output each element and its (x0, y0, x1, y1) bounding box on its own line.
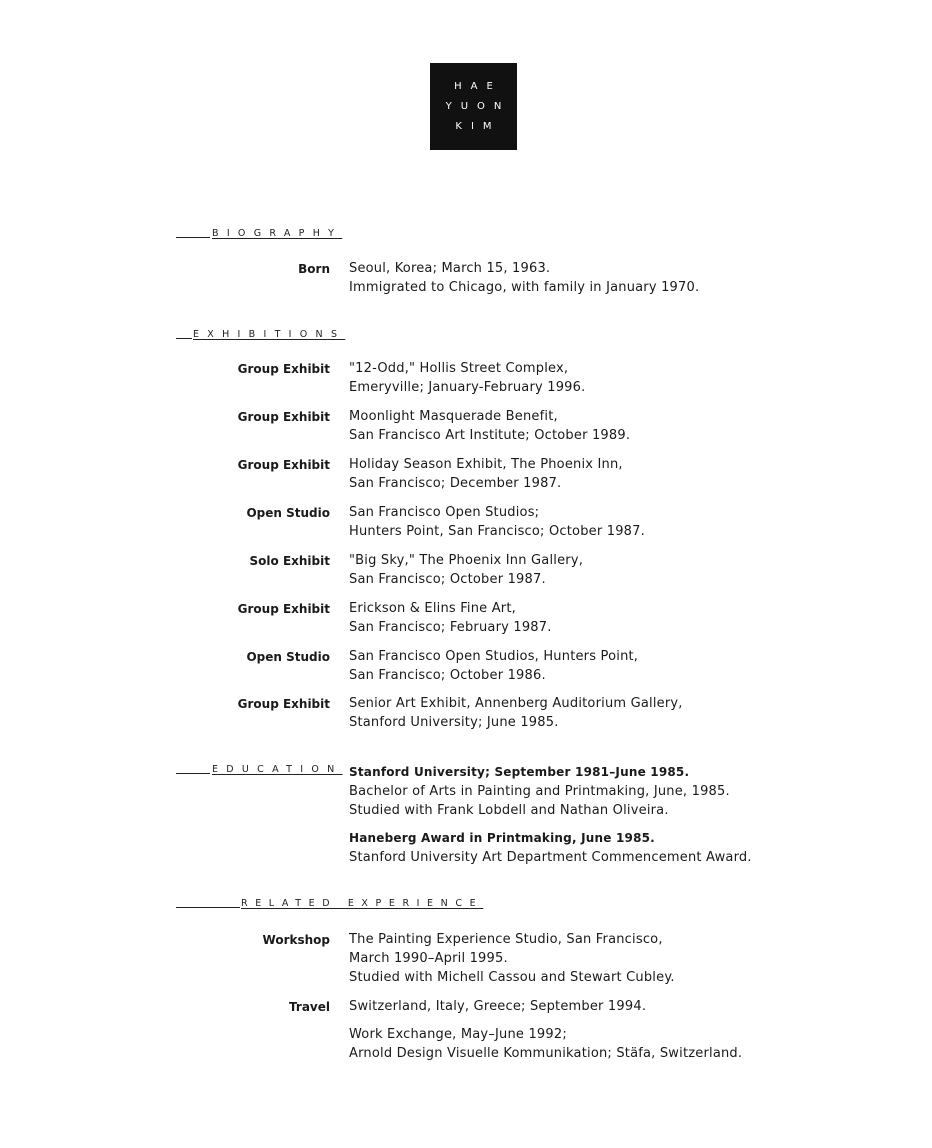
text-line: Stanford University; June 1985. (349, 715, 559, 730)
logo-line-1: HAE (454, 80, 502, 92)
text-line: Erickson & Elins Fine Art, (349, 601, 516, 616)
heading-rule (176, 773, 210, 774)
exhibition-text (349, 599, 552, 637)
logo-line-3: KIM (455, 120, 501, 132)
exhibition-text (349, 359, 585, 397)
travel-text (349, 997, 646, 1016)
work-exchange-text (349, 1025, 742, 1063)
workshop-text (349, 930, 675, 987)
exhibition-label: Group Exhibit (237, 458, 330, 472)
travel-label: Travel (289, 1000, 330, 1014)
born-text (349, 259, 699, 297)
exhibition-text (349, 694, 683, 732)
education-block-stanford (349, 763, 730, 820)
text-line: Seoul, Korea; March 15, 1963. (349, 261, 551, 276)
text-line: Arnold Design Visuelle Kommunikation; Stäfa, Switzerland. (349, 1046, 743, 1061)
text-line: San Francisco Open Studios, Hunters Point, (349, 649, 639, 664)
text-line: Work Exchange, May–June 1992; (349, 1027, 567, 1042)
text-line: "12-Odd," Hollis Street Complex, (349, 361, 569, 376)
exhibition-text (349, 455, 623, 493)
section-heading-exhibitions: EXHIBITIONS (193, 329, 346, 340)
education-block-award (349, 829, 752, 867)
education-title: Stanford University; September 1981–June 1985. (349, 765, 690, 779)
exhibition-label: Open Studio (246, 650, 330, 664)
text-line: Switzerland, Italy, Greece; September 1994. (349, 999, 647, 1014)
text-line: San Francisco; February 1987. (349, 620, 552, 635)
text-line: San Francisco Art Institute; October 1989. (349, 428, 631, 443)
text-line: Emeryville; January-February 1996. (349, 380, 586, 395)
section-heading-biography: BIOGRAPHY (212, 228, 343, 239)
heading-rule (176, 907, 240, 908)
exhibition-label: Group Exhibit (237, 362, 330, 376)
text-line: San Francisco; October 1987. (349, 572, 546, 587)
text-line: San Francisco Open Studios; (349, 505, 540, 520)
exhibition-label: Group Exhibit (237, 410, 330, 424)
text-line: "Big Sky," The Phoenix Inn Gallery, (349, 553, 584, 568)
text-line: Senior Art Exhibit, Annenberg Auditorium Gallery, (349, 696, 683, 711)
born-label: Born (298, 262, 330, 276)
section-heading-related-experience: RELATED EXPERIENCE (241, 898, 484, 909)
exhibition-text (349, 551, 583, 589)
section-heading-education: EDUCATION (212, 764, 343, 775)
exhibition-label: Open Studio (246, 506, 330, 520)
exhibition-label: Group Exhibit (237, 602, 330, 616)
exhibition-text (349, 647, 638, 685)
text-line: Hunters Point, San Francisco; October 1987. (349, 524, 645, 539)
text-line: Holiday Season Exhibit, The Phoenix Inn, (349, 457, 623, 472)
text-line: San Francisco; December 1987. (349, 476, 562, 491)
exhibition-text (349, 407, 630, 445)
exhibition-label: Solo Exhibit (249, 554, 330, 568)
text-line: The Painting Experience Studio, San Francisco, (349, 932, 663, 947)
education-title: Haneberg Award in Printmaking, June 1985. (349, 831, 655, 845)
text-line: Stanford University Art Department Commencement Award. (349, 850, 752, 865)
text-line: Studied with Frank Lobdell and Nathan Oliveira. (349, 803, 669, 818)
text-line: San Francisco; October 1986. (349, 668, 546, 683)
text-line: Studied with Michell Cassou and Stewart Cubley. (349, 970, 675, 985)
heading-rule (176, 338, 192, 339)
heading-rule (176, 237, 210, 238)
workshop-label: Workshop (262, 933, 330, 947)
exhibition-text (349, 503, 645, 541)
text-line: Moonlight Masquerade Benefit, (349, 409, 558, 424)
logo (430, 63, 517, 150)
logo-line-2: YUON (445, 100, 511, 112)
exhibition-label: Group Exhibit (237, 697, 330, 711)
text-line: Bachelor of Arts in Painting and Printmaking, June, 1985. (349, 784, 730, 799)
text-line: Immigrated to Chicago, with family in January 1970. (349, 280, 700, 295)
text-line: March 1990–April 1995. (349, 951, 508, 966)
